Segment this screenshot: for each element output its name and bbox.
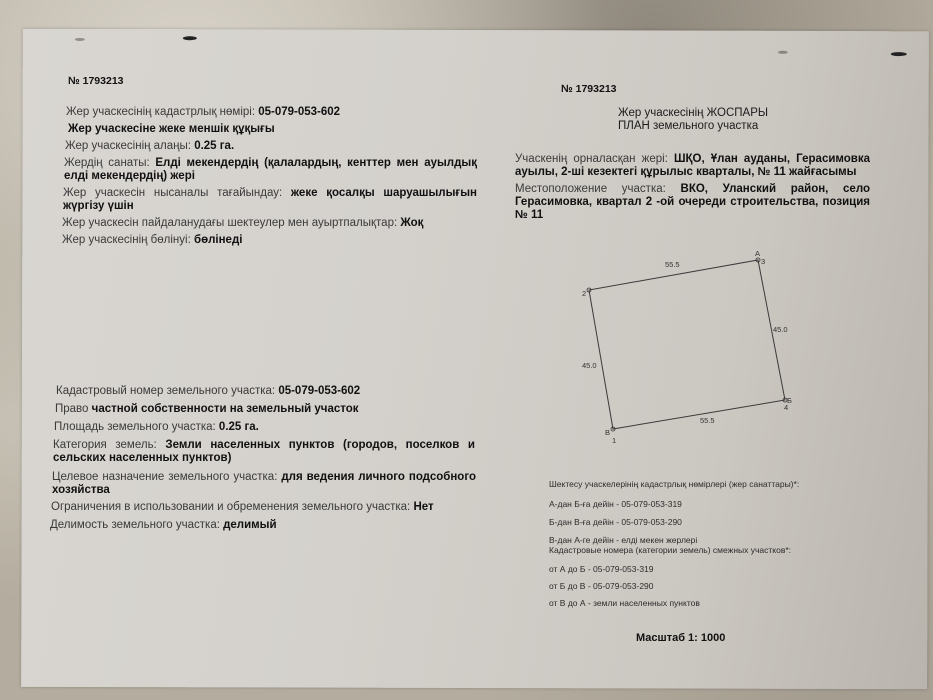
land-plot-plan	[560, 245, 810, 445]
ru-restrictions: Ограничения в использовании и обременения земельного участка: Нет	[51, 501, 434, 513]
vertex-number-3: 3	[761, 257, 766, 266]
kz-area: Жер учаскесінің алаңы: 0.25 га.	[65, 140, 235, 152]
ink-speck	[891, 52, 907, 56]
kz-ownership-right: Жер учаскесіне жеке меншік құқығы	[68, 123, 275, 135]
plan-scale: Масштаб 1: 1000	[636, 632, 726, 644]
plan-title-kz: Жер учаскесінің ЖОСПАРЫ	[618, 107, 769, 119]
ru-ownership-right: Право частной собственности на земельный участок	[55, 403, 359, 415]
kz-cadastral-number: Жер учаскесінің кадастрлық нөмірі: 05-079-053-602	[66, 106, 341, 118]
vertex-letter-b: Б	[787, 396, 792, 405]
adjacent-kz-item: А-дан Б-ға дейін - 05-079-053-319	[549, 499, 682, 509]
side-left-length: 45.0	[582, 361, 597, 370]
adjacent-heading-ru: Кадастровые номера (категории земель) смежных участков*:	[549, 545, 792, 555]
side-right-length: 45.0	[773, 325, 788, 334]
kz-intended-use: Жер учаскесін нысаналы тағайындау: жеке қосалқы шаруашылығын жүргізу үшін	[63, 187, 477, 212]
adjacent-ru-item: от А до Б - 05-079-053-319	[549, 564, 654, 574]
ru-land-category: Категория земель: Земли населенных пунктов (городов, поселков и сельских населенных пунктов)	[53, 439, 475, 464]
vertex-number-2: 2	[582, 289, 587, 298]
ru-divisibility: Делимость земельного участка: делимый	[50, 519, 277, 531]
side-bottom-length: 55.5	[700, 416, 715, 425]
ru-intended-use: Целевое назначение земельного участка: для ведения личного подсобного хозяйства	[52, 471, 476, 496]
adjacent-ru-item: от В до А - земли населенных пунктов	[549, 598, 700, 608]
side-top-length: 55.5	[665, 260, 680, 269]
certificate-number-left: № 1793213	[68, 75, 124, 87]
certificate-number-right: № 1793213	[561, 83, 617, 95]
kz-land-category: Жердің санаты: Елді мекендердің (қалалардың, кенттер мен ауылдық елді мекендердің) жері	[64, 157, 477, 182]
vertex-number-4: 4	[784, 403, 789, 412]
ink-speck	[75, 38, 85, 41]
location-kz: Учаскенің орналасқан жері: ШҚО, Ұлан ауданы, Герасимовка ауылы, 2-ші кезектегі құрылыс кварталы, № 11 жайғасымы	[515, 153, 871, 178]
vertex-letter-v: В	[605, 428, 611, 437]
location-ru: Местоположение участка: ВКО, Уланский район, село Герасимовка, квартал 2 -ой очереди строительства, позиция № 11	[515, 183, 871, 221]
adjacent-kz-item: Б-дан В-ға дейін - 05-079-053-290	[549, 517, 682, 527]
adjacent-ru-item: от Б до В - 05-079-053-290	[549, 581, 654, 591]
vertex-number-1: 1	[612, 436, 617, 445]
adjacent-heading-kz: Шектесу учаскелерінің кадастрлық нөмірлері (жер санаттары)*:	[549, 479, 800, 489]
plan-title-ru: ПЛАН земельного участка	[618, 120, 759, 132]
kz-restrictions: Жер учаскесін пайдаланудағы шектеулер мен ауыртпалықтар: Жоқ	[62, 217, 424, 229]
ink-speck	[778, 51, 788, 54]
ru-cadastral-number: Кадастровый номер земельного участка: 05-079-053-602	[56, 385, 361, 397]
ink-speck	[183, 36, 197, 40]
adjacent-kz-item: В-дан А-ге дейін - елді мекен жерлері	[549, 535, 698, 545]
kz-divisibility: Жер учаскесінің бөлінуі: бөлінеді	[62, 234, 243, 246]
ru-area: Площадь земельного участка: 0.25 га.	[54, 421, 259, 433]
vertex-letter-a: А	[755, 249, 761, 258]
plot-boundary	[589, 260, 785, 429]
